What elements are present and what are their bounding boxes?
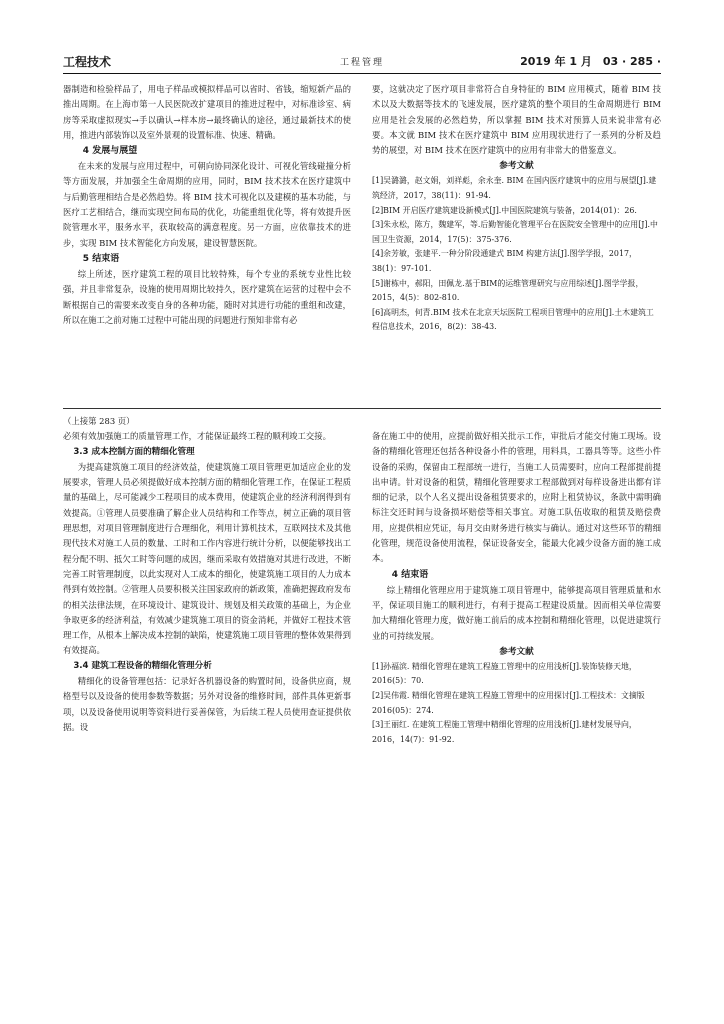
reference-item: [1]吴潞潞，赵文娟，刘祥彪，余永奎. BIM 在国内医疗建筑中的应用与展望[J].建筑经济，2017，38(11)：91-94. xyxy=(372,176,657,201)
paragraph: 器制造和检验样品了，用电子样品或模拟样品可以省时、省钱，缩短新产品的推出周期。在上海市第一人民医院改扩建项目的推进过程中，对标准诊室、病房等采取虚拟现实→手以确认→样本房→最终确认的途径，通过最新技术的使用，推进内部装饰以及室外景观的设置标准、快速、精确。 xyxy=(63,84,351,140)
paragraph: 备在施工中的使用，应提前做好相关批示工作，审批后才能交付施工现场。设备的精细化管理还包括各种设备小件的管理，用料具，工器具等等。这些小件设备的采购，保留由工程部统一进行，当施工人员需要时，应向工程部提前提出申请。针对设备的租赁，精细化管理要求工程部做到对每样设备进出都有详细的记录，以个人名义提出设备租赁要求的，应附上租赁协议，条款中需明确标注交还时间与设备损坏赔偿等相关事宜。对施工队伍收取的租赁及赔偿费用，应提供相应凭证，每月交由财务进行核实与确认。通过对这些环节的精细化管理，规范设备使用流程，保证设备安全，能最大化减少设备方面的施工成本。 xyxy=(372,431,661,564)
references-title: 参考文献 xyxy=(499,161,534,172)
reference-item: [5]谢栋中，郝阳，田佩龙.基于BIM的运维管理研究与应用综述[J].图学学报，2015，4(5)：802-810. xyxy=(372,278,644,303)
section-heading: 5 结束语 xyxy=(82,253,120,264)
reference-item: [6]高明杰，何青.BIM 技术在北京天坛医院工程项目管理中的应用[J].土木建筑工程信息技术，2016，8(2)：38-43. xyxy=(372,307,654,332)
reference-item: [4]余芳敏，张建平.一种分阶段通建式 BIM 构建方法[J].图学学报，2017，38(1)：97-101. xyxy=(372,249,637,274)
issue-info: 2019 年 1 月 03 · 285 · xyxy=(520,55,661,68)
reference-item: [2]BIM 开启医疗建筑建设新模式[J].中国医院建筑与装备，2014(01)：26. xyxy=(372,205,637,215)
section-name: 工程管理 xyxy=(339,58,384,68)
references-title: 参考文献 xyxy=(499,646,534,657)
subsection-heading: 3.3 成本控制方面的精细化管理 xyxy=(73,446,195,457)
continued-note: （上接第 283 页） xyxy=(63,416,135,426)
paragraph: 综上所述，医疗建筑工程的项目比较特殊，每个专业的系统专业性比较强，并且非常复杂，设施的使用周期比较持久，医疗建筑在运营的过程中会不断根据自己的需要来改变自身的各种功能，随时对其进行功能的重组和改建，所以在施工之前对施工过程中可能出现的问题进行预知非常有必 xyxy=(63,268,351,325)
paragraph: 综上精细化管理应用于建筑施工项目管理中，能够提高项目管理质量和水平，保证项目施工的顺利进行，有利于提高工程建设质量。因而相关单位需要加大精细化管理力度，做好施工前后的成本控制和精细化管理，以促进建筑行业的可持续发展。 xyxy=(372,584,661,641)
reference-item: [3]朱永松，陈方，魏建军，等.后勤智能化管理平台在医院安全管理中的应用[J].中国卫生资源，2014，17(5)：375-376. xyxy=(372,220,658,244)
paragraph: 要，这就决定了医疗项目非常符合自身特征的 BIM 应用模式，随着 BIM 技术以及大数据等技术的飞速发展，医疗建筑的整个项目的生命周期进行 BIM 应用是社会发展的必然趋势，所以掌握 BIM 技术对预算人员来说非常有必要。本文就 BIM 技术在医疗建筑中 BIM 应用现状进行了一系列的分析及趋势的展望，对 BIM 技术在医疗建筑中的应用有非常大的借鉴意义。 xyxy=(372,84,661,156)
paragraph: 必须有效加强施工的质量管理工作，才能保证最终工程的顺利竣工交接。 xyxy=(63,431,331,442)
top-right-column xyxy=(372,82,661,335)
paragraph: 精细化的设备管理包括：记录好各机器设备的购置时间，设备供应商，规格型号以及设备的使用参数等数据；另外对设备的维修时间，部件具体更新事项，以及设备使用说明等资料进行妥善保管，为后续工程人员使用查证提供依据。设 xyxy=(63,676,351,732)
journal-name: 工程技术 xyxy=(63,55,112,69)
bottom-left-column xyxy=(63,414,351,735)
reference-item: [3]王丽红. 在建筑工程施工管理中精细化管理的应用浅析[J].建材发展导向，2016，14(7)：91-92. xyxy=(372,720,637,744)
section-heading: 4 发展与展望 xyxy=(82,146,138,157)
reference-item: [2]吴伟霞. 精细化管理在建筑工程施工管理中的应用探讨[J].工程技术：文摘版 2016(05)：274. xyxy=(372,691,645,715)
subsection-heading: 3.4 建筑工程设备的精细化管理分析 xyxy=(73,660,212,671)
paragraph: 在未来的发展与应用过程中，可朝向协同深化设计、可视化管线碰撞分析等方面发展，并加强全生命周期的应用，同时，BIM 技术技术在医疗建筑中与后勤管理相结合是必然趋势。将 BIM 技术可视化以及建模的基本功能，与医疗工艺相结合，继而实现空间布局的优化，功能重组优化等，将有效提升医院管理水平，服务水平，获取较高的满意程度。另一方面，应依靠技术的进步，实现 BIM 技术智能化方向发展，建设智慧医院。 xyxy=(63,161,351,248)
article-divider xyxy=(63,408,661,409)
reference-item: [1]孙福滨. 精细化管理在建筑工程施工管理中的应用浅析[J].装饰装修天地，2016(5)：70. xyxy=(372,661,637,686)
top-left-column xyxy=(63,82,351,328)
header-rule xyxy=(63,73,661,74)
paragraph: 为提高建筑施工项目的经济效益，使建筑施工项目管理更加适应企业的发展要求，管理人员必须提做好成本控制方面的精细化管理工作，在保证工程质量的基础上，尽可能减少工程项目的成本费用，使建筑企业的经济利润得到有效提高。①管理人员要准确了解企业人员结构和工作等点，树立正确的项目管理思想，对项目管理制度进行合理细化，利用计算机技术，互联网技术及其他现代技术对施工人员的数量、工时和工作内容进行统计分析，以便能够找出工程分配不明、抵欠工时等问题的成因，继而采取有效措施对其进行改进，不断完善工时管理制度，以此实现对人工成本的细化，使建筑施工项目的人力成本得到有效控制。②管理人员要积极关注国家政府的新政策，准确把握政府发布的相关法律法规，在环境设计、建筑设计、规划及相关政策的基础上，为企业争取更多的经济利益，有效减少建筑施工项目的资金消耗，并做好工程技术管理工作，从根本上解决成本控制的缺陷，使建筑施工项目管理的整体效果得到有效提高。 xyxy=(63,461,351,656)
bottom-right-column xyxy=(372,429,661,747)
section-heading: 4 结束语 xyxy=(391,569,429,580)
page-header xyxy=(63,53,661,69)
